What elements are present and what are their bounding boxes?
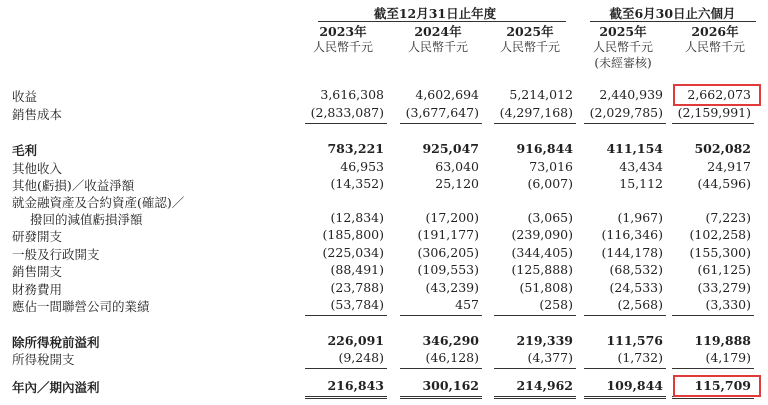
rule-after-income-tax-2023 xyxy=(305,368,387,369)
table-row-selling-expenses xyxy=(0,262,768,280)
cell-other-gains-losses-2026-h1: (44,596) xyxy=(697,176,751,191)
cell-profit-before-tax-2023: 226,091 xyxy=(327,333,384,348)
column-unit-2024: 人民幣千元 xyxy=(407,40,468,54)
cell-selling-expenses-2023: (88,491) xyxy=(330,262,384,277)
cell-profit-before-tax-2025-fy: 219,339 xyxy=(516,333,573,348)
column-unit-2025-fy: 人民幣千元 xyxy=(499,40,560,54)
cell-finance-costs-2023: (23,788) xyxy=(330,280,384,295)
cell-other-income-2025-h1: 43,434 xyxy=(619,159,663,174)
rule-after-cost-of-sales-2026-h1 xyxy=(672,123,754,124)
table-row-other-income xyxy=(0,159,768,177)
cell-other-income-2023: 46,953 xyxy=(340,159,384,174)
table-row-gross-profit xyxy=(0,141,768,159)
rule-after-income-tax-2025-fy xyxy=(494,368,576,369)
table-row-income-tax xyxy=(0,350,768,368)
cell-cost-of-sales-2026-h1: (2,159,991) xyxy=(677,105,751,120)
cell-other-gains-losses-2023: (14,352) xyxy=(330,176,384,191)
cell-impairment-line-2-2023: (12,834) xyxy=(330,210,384,225)
rule-after-cost-of-sales-2024 xyxy=(400,123,482,124)
cell-cost-of-sales-2024: (3,677,647) xyxy=(405,105,479,120)
table-row-impairment-line-1 xyxy=(0,193,768,211)
rule-after-associate-2025-fy xyxy=(494,315,576,316)
cell-rd-expenses-2024: (191,177) xyxy=(417,227,479,242)
rule-after-income-tax-2025-h1 xyxy=(584,368,666,369)
cell-gross-profit-2025-fy: 916,844 xyxy=(516,141,573,156)
rule-after-income-tax-2024 xyxy=(400,368,482,369)
cell-cost-of-sales-2025-h1: (2,029,785) xyxy=(589,105,663,120)
cell-other-income-2025-fy: 73,016 xyxy=(529,159,573,174)
cell-cost-of-sales-2023: (2,833,087) xyxy=(310,105,384,120)
cell-other-gains-losses-2024: 25,120 xyxy=(435,176,479,191)
cell-income-tax-2023: (9,248) xyxy=(338,350,384,365)
row-label-cost-of-sales: 銷售成本 xyxy=(12,107,63,122)
cell-revenue-2025-fy: 5,214,012 xyxy=(509,87,573,102)
table-row-rd-expenses xyxy=(0,227,768,245)
column-unit-2025-h1: 人民幣千元 xyxy=(592,40,653,54)
cell-profit-before-tax-2024: 346,290 xyxy=(422,333,479,348)
cell-selling-expenses-2025-h1: (68,532) xyxy=(609,262,663,277)
column-year-2025-fy: 2025年 xyxy=(506,24,554,39)
column-unit-2023: 人民幣千元 xyxy=(312,40,373,54)
highlight-box-profit-2026 xyxy=(673,375,761,397)
cell-share-of-associate-2023: (53,784) xyxy=(330,297,384,312)
cell-admin-expenses-2024: (306,205) xyxy=(417,245,479,260)
cell-other-gains-losses-2025-fy: (6,007) xyxy=(527,176,573,191)
row-label-finance-costs: 財務費用 xyxy=(12,282,63,297)
cell-selling-expenses-2026-h1: (61,125) xyxy=(697,262,751,277)
cell-admin-expenses-2025-fy: (344,405) xyxy=(511,245,573,260)
double-rule-profit-2023 xyxy=(305,396,387,399)
cell-rd-expenses-2025-h1: (116,346) xyxy=(601,227,663,242)
cell-profit-before-tax-2025-h1: 111,576 xyxy=(606,333,663,348)
cell-rd-expenses-2026-h1: (102,258) xyxy=(689,227,751,242)
row-label-income-tax: 所得稅開支 xyxy=(12,352,75,367)
cell-admin-expenses-2023: (225,034) xyxy=(322,245,384,260)
cell-cost-of-sales-2025-fy: (4,297,168) xyxy=(499,105,573,120)
row-label-rd-expenses: 研發開支 xyxy=(12,229,63,244)
row-label-share-of-associate: 應佔一間聯營公司的業績 xyxy=(12,299,150,314)
row-label-profit-before-tax: 除所得稅前溢利 xyxy=(12,335,100,350)
rule-after-income-tax-2026-h1 xyxy=(672,368,754,369)
rule-after-cost-of-sales-2025-h1 xyxy=(584,123,666,124)
row-label-selling-expenses: 銷售開支 xyxy=(12,264,63,279)
column-year-2026-h1: 2026年 xyxy=(691,24,739,39)
cell-impairment-line-2-2026-h1: (7,223) xyxy=(705,210,751,225)
cell-share-of-associate-2025-h1: (2,568) xyxy=(617,297,663,312)
column-year-2024: 2024年 xyxy=(414,24,462,39)
rule-after-associate-2024 xyxy=(400,315,482,316)
table-row-revenue xyxy=(0,87,768,105)
cell-profit-for-period-2025-h1: 109,844 xyxy=(606,378,663,393)
cell-revenue-2024: 4,602,694 xyxy=(415,87,479,102)
cell-selling-expenses-2024: (109,553) xyxy=(417,262,479,277)
cell-revenue-2026-h1: 2,662,073 xyxy=(687,87,751,102)
column-unit-2026-h1: 人民幣千元 xyxy=(684,40,745,54)
cell-impairment-line-2-2025-fy: (3,065) xyxy=(527,210,573,225)
row-label-gross-profit: 毛利 xyxy=(12,143,38,158)
highlight-box-revenue-2026 xyxy=(673,84,761,106)
rule-after-associate-2025-h1 xyxy=(584,315,666,316)
cell-income-tax-2026-h1: (4,179) xyxy=(705,350,751,365)
cell-finance-costs-2025-fy: (51,808) xyxy=(519,280,573,295)
row-label-other-gains-losses: 其他(虧損)／收益淨額 xyxy=(12,178,135,193)
cell-profit-for-period-2026-h1: 115,709 xyxy=(694,378,751,393)
cell-income-tax-2024: (46,128) xyxy=(425,350,479,365)
table-row-other-gains-losses xyxy=(0,176,768,194)
table-row-profit-before-tax xyxy=(0,333,768,351)
rule-after-associate-2023 xyxy=(305,315,387,316)
row-label-impairment-line-1: 就金融資產及合約資產(確認)／ xyxy=(12,195,185,210)
cell-other-income-2024: 63,040 xyxy=(435,159,479,174)
cell-income-tax-2025-fy: (4,377) xyxy=(527,350,573,365)
table-row-impairment-line-2 xyxy=(0,210,768,228)
row-label-impairment-line-2: 撥回的減值虧損淨額 xyxy=(30,212,143,227)
cell-share-of-associate-2026-h1: (3,330) xyxy=(705,297,751,312)
row-label-revenue: 收益 xyxy=(12,89,38,104)
cell-income-tax-2025-h1: (1,732) xyxy=(617,350,663,365)
cell-revenue-2025-h1: 2,440,939 xyxy=(599,87,663,102)
cell-admin-expenses-2025-h1: (144,178) xyxy=(601,245,663,260)
column-year-2025-h1: 2025年 xyxy=(599,24,647,39)
row-label-profit-for-period: 年內／期內溢利 xyxy=(12,380,100,395)
cell-finance-costs-2025-h1: (24,533) xyxy=(609,280,663,295)
cell-gross-profit-2026-h1: 502,082 xyxy=(694,141,751,156)
cell-finance-costs-2024: (43,239) xyxy=(425,280,479,295)
row-label-admin-expenses: 一般及行政開支 xyxy=(12,247,100,262)
period-header-full-year: 截至12月31日止年度 xyxy=(373,6,497,21)
cell-profit-for-period-2023: 216,843 xyxy=(327,378,384,393)
table-row-profit-for-period xyxy=(0,378,768,396)
cell-profit-for-period-2024: 300,162 xyxy=(422,378,479,393)
table-row-finance-costs xyxy=(0,280,768,298)
period-header-half-year: 截至6月30日止六個月 xyxy=(609,6,736,21)
cell-selling-expenses-2025-fy: (125,888) xyxy=(511,262,573,277)
cell-rd-expenses-2025-fy: (239,090) xyxy=(511,227,573,242)
column-note-unaudited: (未經審核) xyxy=(594,56,652,70)
table-row-cost-of-sales xyxy=(0,105,768,123)
row-label-other-income: 其他收入 xyxy=(12,161,63,176)
column-year-2023: 2023年 xyxy=(319,24,367,39)
cell-admin-expenses-2026-h1: (155,300) xyxy=(689,245,751,260)
cell-rd-expenses-2023: (185,800) xyxy=(322,227,384,242)
rule-after-cost-of-sales-2023 xyxy=(305,123,387,124)
cell-profit-for-period-2025-fy: 214,962 xyxy=(516,378,573,393)
rule-after-cost-of-sales-2025-fy xyxy=(494,123,576,124)
double-rule-profit-2024 xyxy=(400,396,482,399)
cell-other-gains-losses-2025-h1: 15,112 xyxy=(619,176,663,191)
cell-impairment-line-2-2025-h1: (1,967) xyxy=(617,210,663,225)
cell-other-income-2026-h1: 24,917 xyxy=(707,159,751,174)
cell-gross-profit-2025-h1: 411,154 xyxy=(606,141,663,156)
cell-revenue-2023: 3,616,308 xyxy=(320,87,384,102)
cell-gross-profit-2024: 925,047 xyxy=(422,141,479,156)
double-rule-profit-2025-fy xyxy=(494,396,576,399)
rule-after-associate-2026-h1 xyxy=(672,315,754,316)
cell-profit-before-tax-2026-h1: 119,888 xyxy=(694,333,751,348)
table-row-admin-expenses xyxy=(0,245,768,263)
cell-impairment-line-2-2024: (17,200) xyxy=(425,210,479,225)
cell-finance-costs-2026-h1: (33,279) xyxy=(697,280,751,295)
cell-share-of-associate-2024: 457 xyxy=(455,297,479,312)
double-rule-profit-2025-h1 xyxy=(584,396,666,399)
cell-share-of-associate-2025-fy: (258) xyxy=(539,297,573,312)
cell-gross-profit-2023: 783,221 xyxy=(327,141,384,156)
table-row-share-of-associate xyxy=(0,297,768,315)
